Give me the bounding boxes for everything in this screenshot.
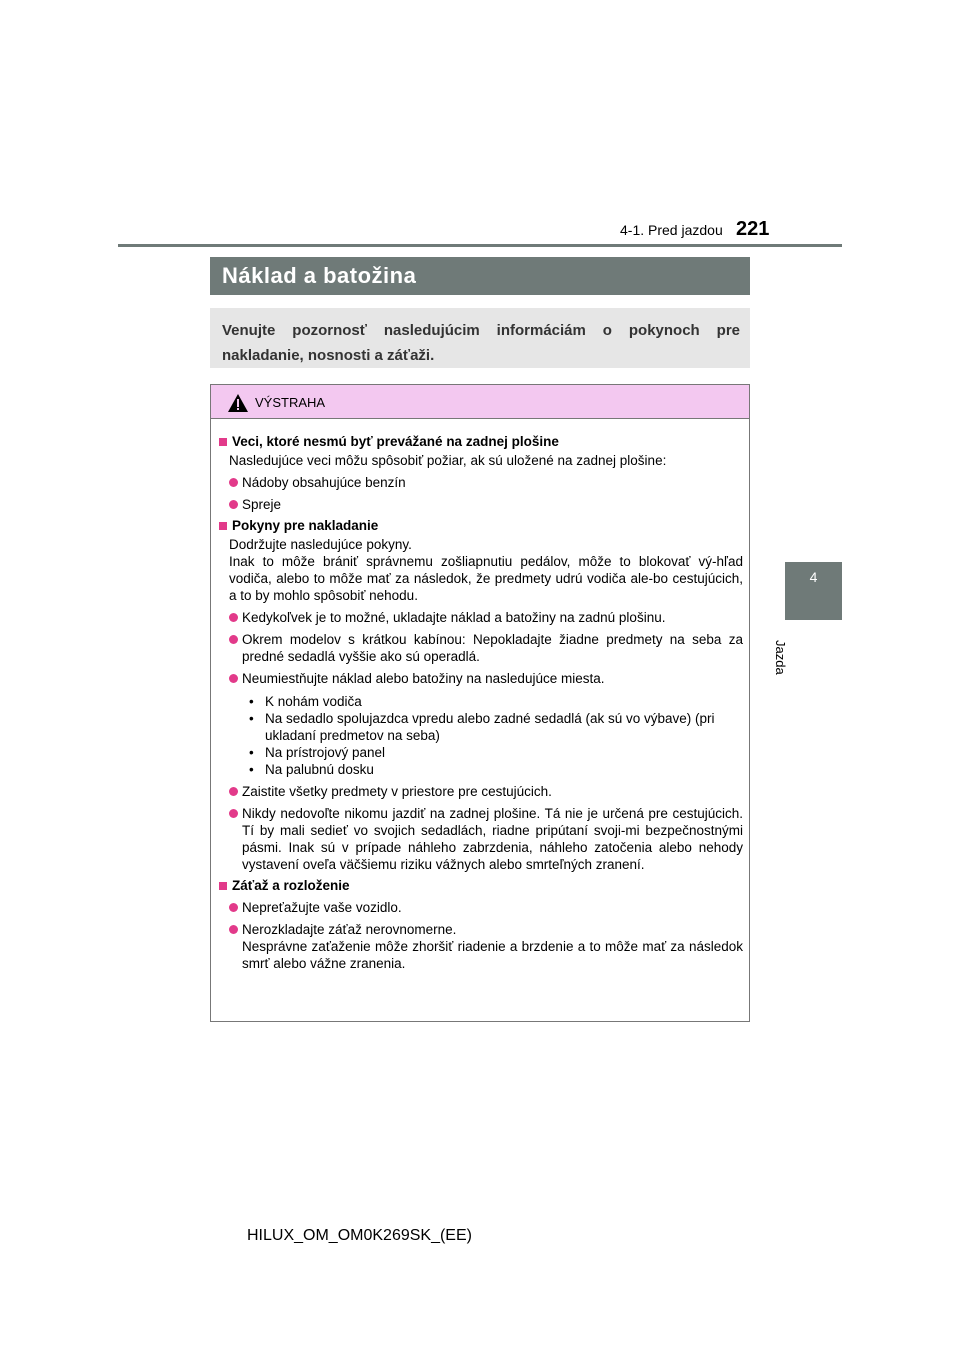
sub-list-item: • Na prístrojový panel [249, 745, 386, 760]
list-item-text: Nepreťažujte vaše vozidlo. [242, 900, 402, 915]
sub-list-item: • K nohám vodiča [249, 694, 362, 709]
paragraph: Dodržujte nasledujúce pokyny. [229, 537, 412, 552]
sub-list-item: • Na palubnú dosku [249, 762, 374, 777]
chapter-label-text: Jazda [773, 640, 788, 675]
sub-list [245, 693, 743, 778]
list-item [229, 670, 743, 687]
warning-box [210, 384, 750, 1022]
warning-triangle-icon [227, 393, 249, 413]
circle-bullet-icon [229, 925, 238, 934]
list-item-text: Spreje [242, 497, 282, 512]
list-item [229, 631, 743, 665]
list-item [229, 921, 743, 972]
circle-bullet-icon [229, 500, 238, 509]
square-bullet-icon [219, 882, 227, 890]
list-item [229, 783, 743, 800]
circle-bullet-icon [229, 478, 238, 487]
list-item-text: Kedykoľvek je to možné, ukladajte náklad a batožiny na zadnú plošinu. [242, 610, 666, 625]
page-title: Náklad a batožina [222, 263, 417, 288]
intro-text: Venujte pozornosť nasledujúcim informáciám o pokynoch pre nakladanie, nosnosti a záťaži. [222, 322, 740, 364]
warning-section-heading [219, 517, 743, 534]
chapter-label [773, 640, 818, 700]
sub-list-item-text: Na prístrojový panel [265, 745, 386, 760]
square-bullet-icon [219, 438, 227, 446]
list-item [229, 474, 743, 491]
intro-box [210, 308, 750, 368]
list-item-line: Nerozkladajte záťaž nerovnomerne. [242, 922, 457, 937]
circle-bullet-icon [229, 809, 238, 818]
section-reference: 4-1. Pred jazdou [620, 222, 723, 238]
list-item-text: Nádoby obsahujúce benzín [242, 475, 406, 490]
page-number: 221 [736, 218, 770, 240]
heading-text: Záťaž a rozloženie [232, 878, 350, 893]
list-item [229, 899, 743, 916]
list-item [229, 609, 743, 626]
section-title-bar [210, 257, 750, 295]
paragraph: Inak to môže brániť správnemu zošliapnutiu pedálov, môže to blokovať vý-hľad vodiča, alebo to môže mať za následok, že predmety udrú vodiča ale-bo cestujúcich, a to by mohlo spôsobiť nehodu. [229, 554, 743, 603]
warning-body [211, 419, 749, 972]
heading-text: Veci, ktoré nesmú byť prevážané na zadnej plošine [232, 434, 559, 449]
circle-bullet-icon [229, 674, 238, 683]
warning-header [211, 385, 749, 419]
paragraph: Nasledujúce veci môžu spôsobiť požiar, ak sú uložené na zadnej plošine: [229, 453, 667, 468]
warning-title: VÝSTRAHA [255, 395, 326, 410]
circle-bullet-icon [229, 613, 238, 622]
sub-list-item: • Na sedadlo spolujazdca vpredu alebo zadné sedadlá (ak sú vo výbave) (pri ukladaní predmetov na seba) [245, 710, 743, 744]
circle-bullet-icon [229, 787, 238, 796]
heading-text: Pokyny pre nakladanie [232, 518, 379, 533]
document-code: HILUX_OM_OM0K269SK_(EE) [247, 1227, 472, 1244]
list-item [229, 805, 743, 873]
header-rule [118, 244, 842, 247]
list-item [229, 496, 743, 513]
list-item-line: Nesprávne zaťaženie môže zhoršiť riadenie a brzdenie a to môže mať za následok smrť alebo vážne zranenia. [242, 939, 743, 971]
warning-section-heading [219, 433, 743, 450]
list-item-text: Nikdy nedovoľte nikomu jazdiť na zadnej plošine. Tá nie je určená pre cestujúcich. Tí by mali sedieť vo svojich sedadlách, riadne pripútaní svoji-mi bezpečnostnými pásmi. Inak sú v prípade náhleho zabrzdenia, náhleho zatočenia alebo nehody vystavení oveľa väčšiemu riziku vážnych alebo smrteľných zranení. [242, 806, 743, 872]
warning-section-heading [219, 877, 743, 894]
list-item-text: Okrem modelov s krátkou kabínou: Nepokladajte žiadne predmety na seba za predné sedadlá vyššie ako sú operadlá. [242, 632, 743, 664]
square-bullet-icon [219, 522, 227, 530]
sub-list-item-text: K nohám vodiča [265, 694, 362, 709]
sub-list-item-text: Na sedadlo spolujazdca vpredu alebo zadné sedadlá (ak sú vo výbave) (pri ukladaní predmetov na seba) [265, 711, 715, 743]
list-item-text: Zaistite všetky predmety v priestore pre cestujúcich. [242, 784, 552, 799]
sub-list-item-text: Na palubnú dosku [265, 762, 374, 777]
chapter-tab: 4 [785, 562, 842, 620]
circle-bullet-icon [229, 635, 238, 644]
list-item-text: Neumiestňujte náklad alebo batožiny na nasledujúce miesta. [242, 671, 605, 686]
list-item-text [242, 921, 743, 972]
circle-bullet-icon [229, 903, 238, 912]
